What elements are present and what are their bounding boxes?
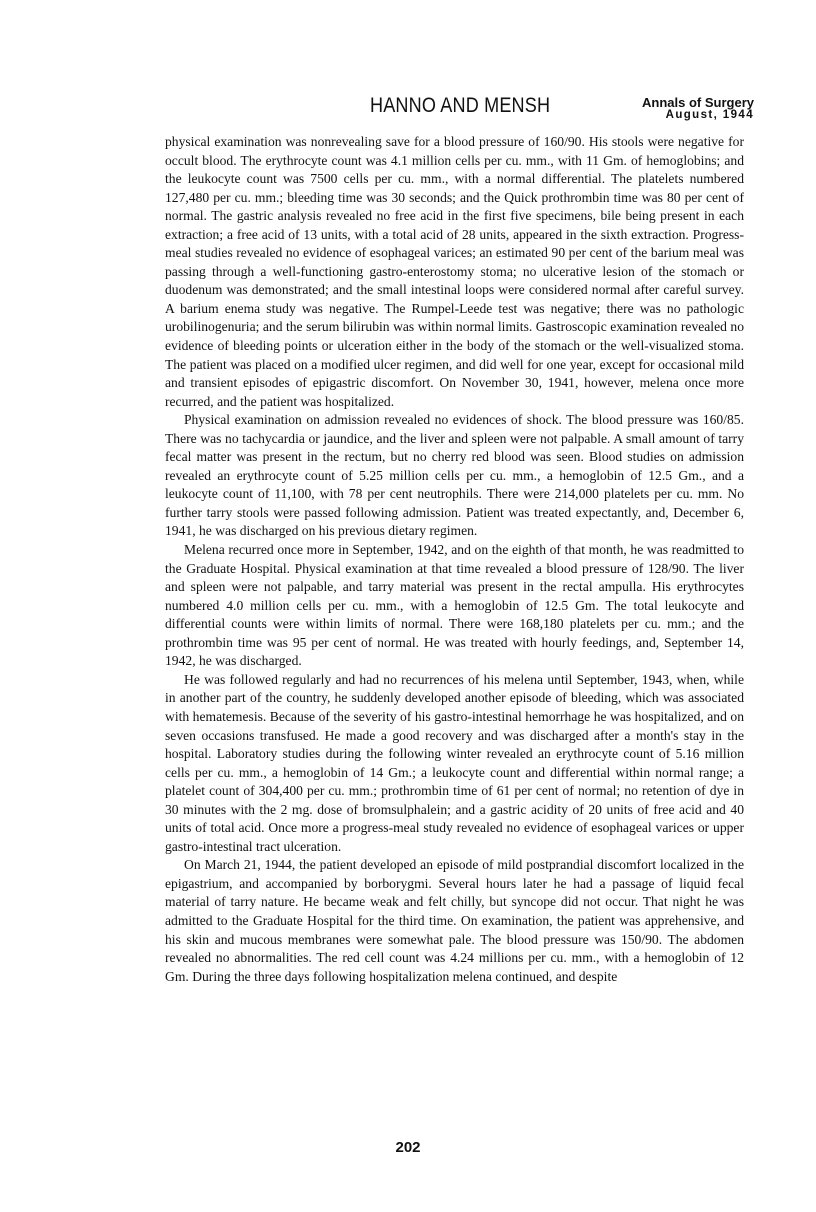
page-number: 202 (395, 1139, 421, 1156)
paragraph-march-1944: On March 21, 1944, the patient developed an episode of mild postprandial discomfort localized in the epigastrium, and accompanied by borborygmi. Several hours later he had a passage of liquid fecal material of tarry nature. He became weak and felt chilly, but syncope did not occur. That night he was admitted to the Graduate Hospital for the third time. On examination, the patient was apprehensive, and his skin and mucous membranes were somewhat pale. The blood pressure was 150/90. The abdomen revealed no abnormalities. The red cell count was 4.24 millions per cu. mm., with a hemoglobin of 12 Gm. During the three days following hospitalization melena continued, and despite (165, 857, 744, 984)
journal-name: Annals of Surgery (642, 95, 754, 110)
journal-info (642, 96, 754, 122)
journal-date: August, 1944 (665, 109, 754, 121)
article-body (165, 133, 744, 986)
running-head: HANNO AND MENSH (370, 94, 551, 117)
paragraph-continued: physical examination was nonrevealing save for a blood pressure of 160/90. His stools were negative for occult blood. The erythrocyte count was 4.1 million cells per cu. mm., with 11 Gm. of hemoglobins; and the leukocyte count was 7500 cells per cu. mm., with a normal differential. The platelets numbered 127,480 per cu. mm.; bleeding time was 30 seconds; and the Quick prothrombin time was 80 per cent of normal. The gastric analysis revealed no free acid in the first five specimens, bile being present in each extraction; a free acid of 13 units, with a total acid of 28 units, appeared in the sixth extraction. Progress-meal studies revealed no evidence of esophageal varices; an estimated 90 per cent of the barium meal was passing through a well-functioning gastro-enterostomy stoma; no ulcerative lesion of the stomach or duodenum was demonstrated; and the small intestinal loops were considered normal after careful survey. A barium enema study was negative. The Rumpel-Leede test was negative; there was no pathologic urobilinogenuria; and the serum bilirubin was within normal limits. Gastroscopic examination revealed no evidence of bleeding points or ulceration either in the body of the stomach or the well-visualized stoma. The patient was placed on a modified ulcer regimen, and did well for one year, except for occasional mild and transient episodes of epigastric discomfort. On November 30, 1941, however, melena once more recurred, and the patient was hospitalized. (165, 134, 744, 409)
paragraph-followup: He was followed regularly and had no recurrences of his melena until September, 1943, when, while in another part of the country, he suddenly developed another episode of bleeding, which was associated with hematemesis. Because of the severity of his gastro-intestinal hemorrhage he was hospitalized, and on seven occasions transfused. He made a good recovery and was discharged after a month's stay in the hospital. Laboratory studies during the following winter revealed an erythrocyte count of 5.16 million cells per cu. mm., a hemoglobin of 14 Gm.; a leukocyte count and differential within normal range; a platelet count of 304,400 per cu. mm.; prothrombin time of 61 per cent of normal; no retention of dye in 30 minutes with the 2 mg. dose of bromsulphalein; and a gastric acidity of 20 units of free acid and 40 units of total acid. Once more a progress-meal study revealed no evidence of esophageal varices or upper gastro-intestinal tract ulceration. (165, 671, 744, 854)
paragraph-admission: Physical examination on admission revealed no evidences of shock. The blood pressure was 160/85. There was no tachycardia or jaundice, and the liver and spleen were not palpable. A small amount of tarry fecal matter was present in the rectum, but no cherry red blood was seen. Blood studies on admission revealed an erythrocyte count of 5.25 million cells per cu. mm., a hemoglobin of 12.5 Gm., and a leukocyte count of 11,100, with 78 per cent neutrophils. There were 214,000 platelets per cu. mm. No further tarry stools were passed following admission. Patient was treated expectantly, and, December 6, 1941, he was discharged on his previous dietary regimen. (165, 412, 744, 539)
paragraph-readmission: Melena recurred once more in September, 1942, and on the eighth of that month, he was readmitted to the Graduate Hospital. Physical examination at that time revealed a blood pressure of 128/90. The liver and spleen were not palpable, and tarry material was present in the rectal ampulla. His erythrocytes numbered 4.0 million cells per cu. mm., with a hemoglobin of 12.5 Gm. The total leukocyte and differential counts were within limits of normal. There were 168,180 platelets per cu. mm.; and the prothrombin time was 95 per cent of normal. He was treated with hourly feedings, and, September 14, 1942, he was discharged. (165, 542, 744, 669)
